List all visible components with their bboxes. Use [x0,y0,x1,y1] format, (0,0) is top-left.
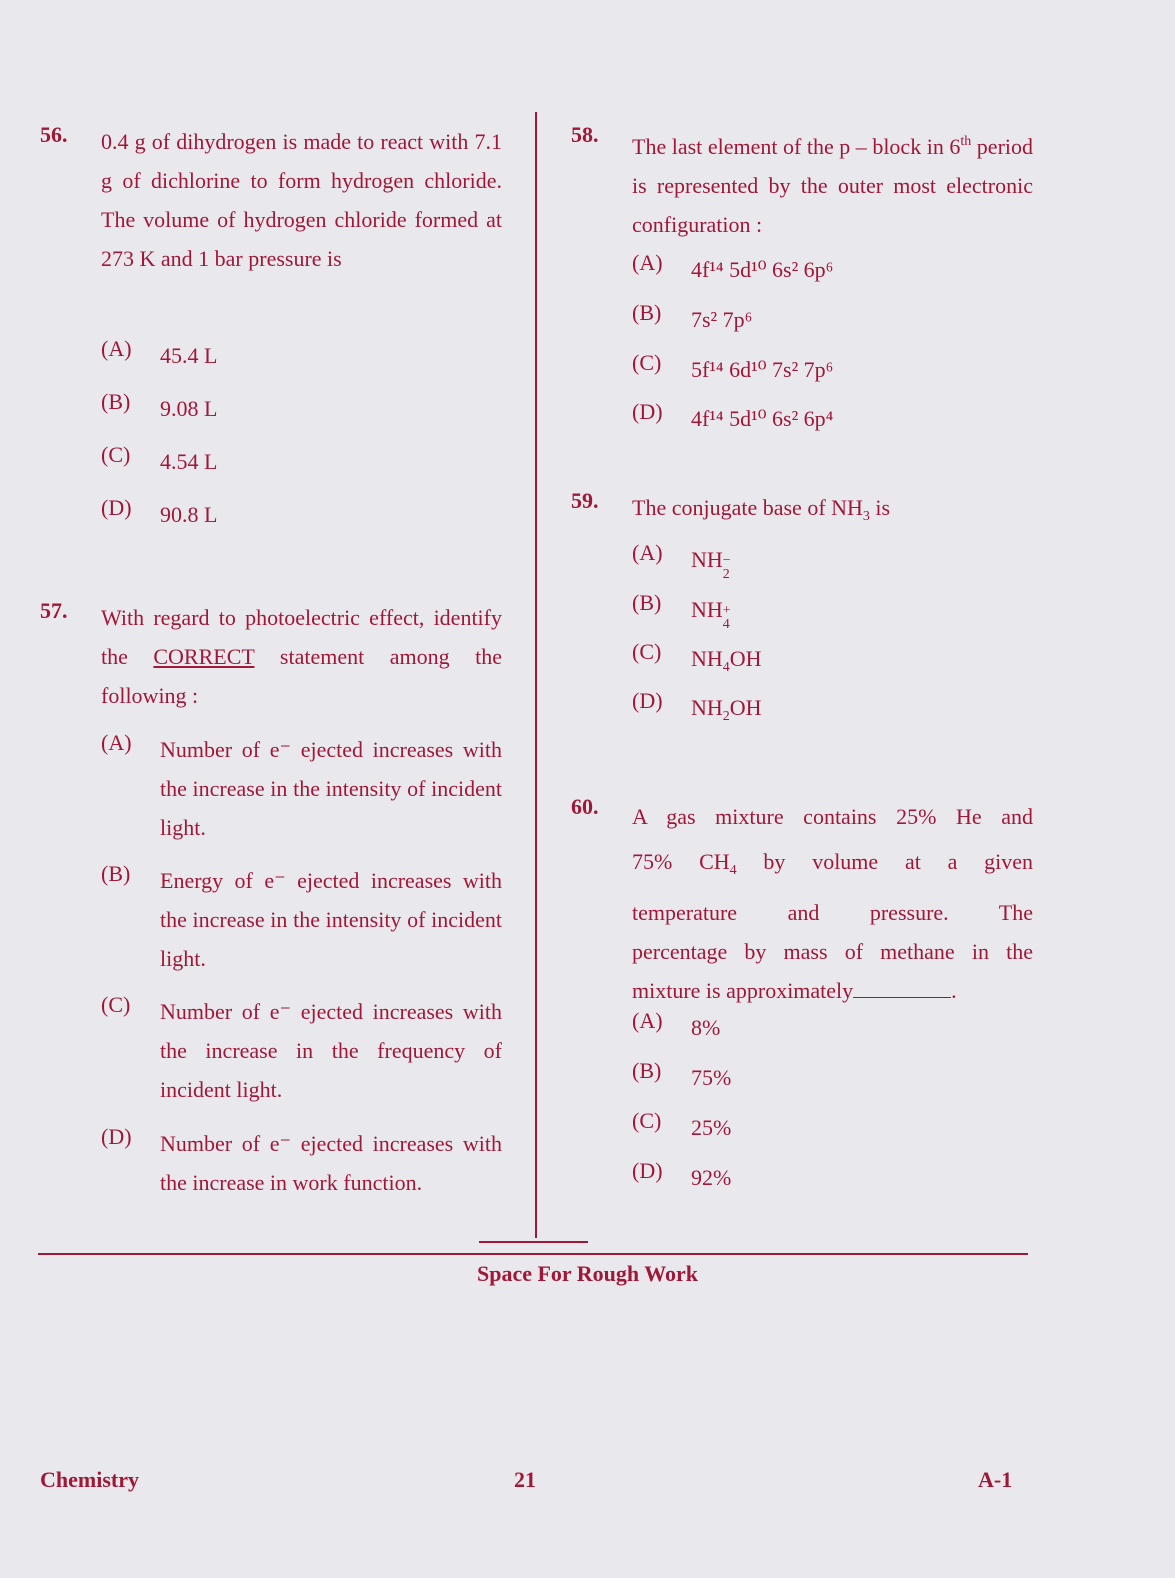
option-text: 90.8 L [160,502,218,527]
rough-work-heading: Space For Rough Work [476,1261,699,1286]
option-text: 45.4 L [160,343,218,368]
question-number: 56. [40,122,68,147]
question-number: 58. [571,122,599,147]
option-text: $NH_4OH$ [691,646,762,675]
option-text: 92% [691,1165,732,1190]
option-text: NH + 4 [691,597,731,632]
option-text: 4.54 L [160,449,218,474]
option-text: 4f¹⁴ 5d¹⁰ 6s² 6p⁶ [691,257,834,282]
question-number: 57. [40,598,68,623]
option-label: (C) [632,1108,662,1133]
option-text: 9.08 L [160,396,218,421]
question-text: The conjugate base of $NH_3$ is [632,495,891,524]
option-label: (B) [101,861,131,886]
question-text: 0.4 g of dihydrogen is made to react with 7.1 g of dichlorine to form hydrogen chloride. The volume of hydrogen chloride formed at 273 K and 1 bar pressure is [101,129,502,271]
option-text: 75% [691,1065,732,1090]
option-text: NH − 2 [691,547,731,582]
option-text: Energy of e⁻ ejected increases with the increase in the intensity of incident light. [160,868,502,971]
footer-page-number: 21 [514,1467,536,1492]
option-label: (A) [632,1008,663,1033]
option-label: (B) [632,300,662,325]
option-label: (A) [101,336,132,361]
option-label: (C) [101,992,131,1017]
option-text: Number of e⁻ ejected increases with the increase in work function. [160,1131,502,1195]
option-label: (D) [101,495,132,520]
option-text: Number of e⁻ ejected increases with the increase in the intensity of incident light. [160,737,502,840]
question-text: With regard to photoelectric effect, identify the CORRECT statement among the following : [101,605,502,708]
option-label: (D) [632,399,663,424]
question-number: 60. [571,794,599,819]
option-label: (C) [101,442,131,467]
option-label: (A) [632,250,663,275]
option-label: (B) [101,389,131,414]
option-label: (D) [632,688,663,713]
option-text: $NH_2OH$ [691,695,762,724]
option-text: 4f¹⁴ 5d¹⁰ 6s² 6p⁴ [691,406,834,431]
option-label: (D) [101,1124,132,1149]
option-label: (B) [632,1058,662,1083]
option-text: 25% [691,1115,732,1140]
option-text: 7s² 7p⁶ [691,307,753,332]
question-text: The last element of the p – block in 6th period is represented by the outer most electronic configuration : [632,134,1034,237]
option-label: (A) [632,540,663,565]
option-label: (D) [632,1158,663,1183]
option-label: (A) [101,730,132,755]
column-divider [535,112,537,1238]
answer-blank [853,996,951,998]
option-label: (C) [632,350,662,375]
option-label: (C) [632,639,662,664]
option-label: (B) [632,590,662,615]
rough-work-rule [38,1253,1028,1255]
footer-code: A-1 [978,1467,1013,1492]
option-text: Number of e⁻ ejected increases with the increase in the frequency of incident light. [160,999,502,1102]
question-number: 59. [571,488,599,513]
rough-work-top-rule [479,1241,588,1243]
option-text: 5f¹⁴ 6d¹⁰ 7s² 7p⁶ [691,357,834,382]
footer-subject: Chemistry [40,1467,139,1492]
question-text: A gas mixture contains 25% He and 75% $CH_4$ by volume at a given temperature and pressure. The percentage by mass of methane in the mixture is approximately . [632,804,1033,1003]
option-text: 8% [691,1015,721,1040]
emphasis-correct: CORRECT [153,644,255,669]
